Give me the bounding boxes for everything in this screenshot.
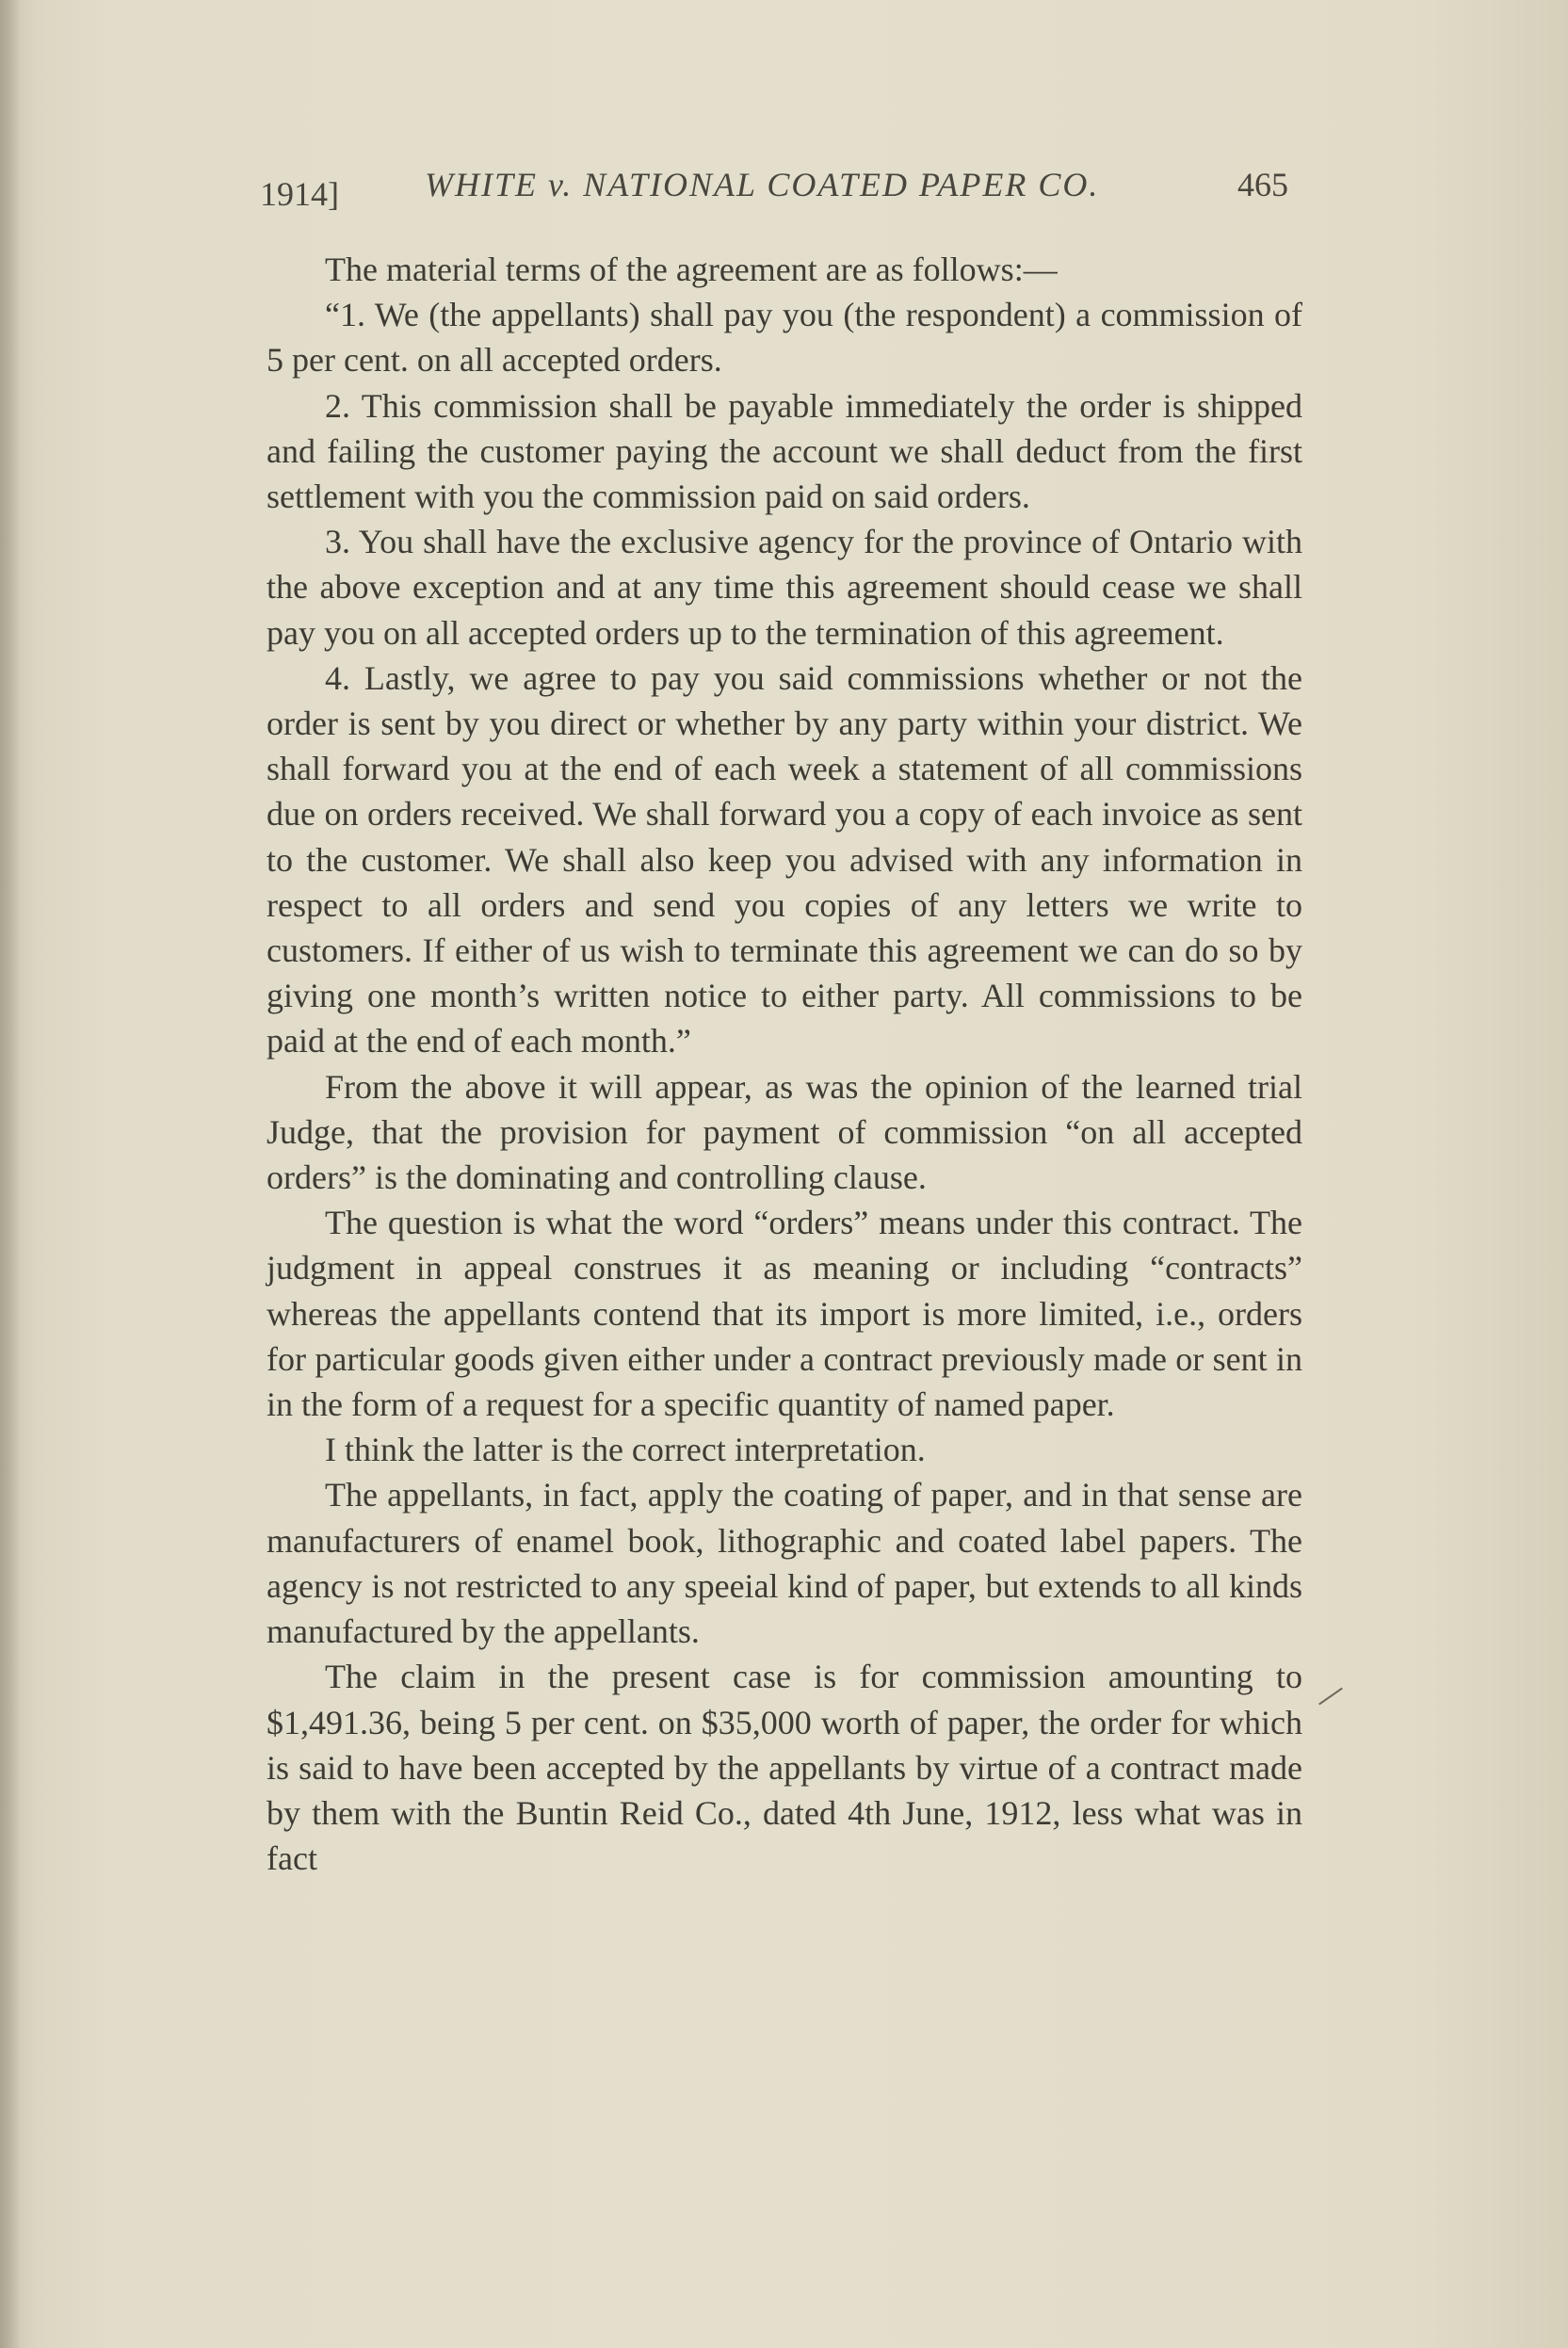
running-head-case-title: WHITE v. NATIONAL COATED PAPER CO. <box>425 166 1100 203</box>
paragraph: The question is what the word “orders” means under this contract. The judgment in appeal construes it as meaning or including “contracts” whereas the appellants contend that its import is more limited, i.e., orders for particular goods given either under a contract previously made or sent in in the form of a request for a specific quantity of named paper. <box>267 1204 1302 1424</box>
paragraph: 4. Lastly, we agree to pay you said commissions whether or not the order is sent by you direct or whether by any party within your district. We shall forward you at the end of each week a statement of all commissions due on orders received. We shall forward you a copy of each invoice as sent to the customer. We shall also keep you advised with any information in respect to all orders and send you copies of any letters we write to customers. If either of us wish to terminate this agreement we can do so by giving one month’s written notice to either party. All commissions to be paid at the end of each month.” <box>267 658 1302 1061</box>
running-head-year: 1914] <box>260 175 339 213</box>
running-head <box>260 165 1296 221</box>
paragraph: I think the latter is the correct interpretation. <box>325 1431 926 1469</box>
paragraph: 3. You shall have the exclusive agency for the province of Ontario with the above exception and at any time this agreement should cease we shall pay you on all accepted orders up to the termination of this agreement. <box>267 523 1302 652</box>
paragraph: 2. This commission shall be payable immediately the order is shipped and failing the customer paying the account we shall deduct from the first settlement with you the commission paid on said orders. <box>267 386 1302 516</box>
paragraph: The appellants, in fact, apply the coating of paper, and in that sense are manufacturers of enamel book, lithographic and coated label papers. The agency is not restricted to any speeial kind of paper, but extends to all kinds manufactured by the appellants. <box>267 1476 1302 1651</box>
paragraph: The claim in the present case is for commission amounting to $1,491.36, being 5 per cent. on $35,000 worth of paper, the order for which is said to have been accepted by the appellants by virtue of a contract made by them with the Buntin Reid Co., dated 4th June, 1912, less what was in fact <box>267 1658 1302 1878</box>
binding-gutter-shadow <box>0 0 21 2348</box>
paragraph: The material terms of the agreement are as follows:— <box>325 251 1058 288</box>
body-text <box>267 247 1302 1881</box>
paragraph: “1. We (the appellants) shall pay you (the respondent) a commission of 5 per cent. on all accepted orders. <box>267 296 1302 380</box>
paragraph: From the above it will appear, as was the opinion of the learned trial Judge, that the provision for payment of commission “on all accepted orders” is the dominating and controlling clause. <box>267 1067 1302 1197</box>
page-number: 465 <box>1237 166 1288 203</box>
pencil-mark <box>1318 1688 1343 1706</box>
